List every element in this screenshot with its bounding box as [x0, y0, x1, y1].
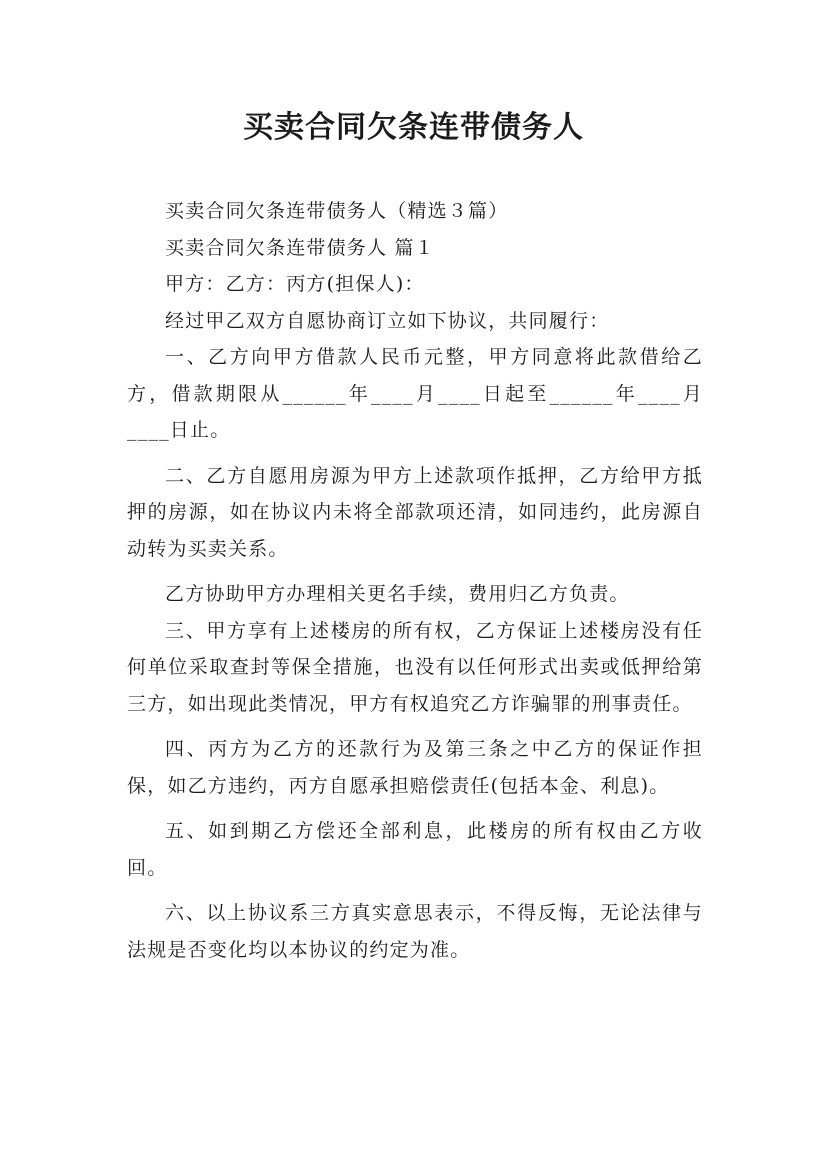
paragraph-intro: 经过甲乙双方自愿协商订立如下协议，共同履行：: [165, 309, 610, 332]
paragraph-clause-6: 六、以上协议系三方真实意思表示，不得反悔，无论法律与法规是否变化均以本协议的约定为准。: [127, 902, 703, 961]
paragraph-clause-4: 四、丙方为乙方的还款行为及第三条之中乙方的保证作担保，如乙方违约，丙方自愿承担赔偿责任(包括本金、利息)。: [127, 738, 703, 797]
document-title: 买卖合同欠条连带债务人: [243, 110, 584, 145]
paragraph-parties: 甲方：乙方：丙方(担保人)：: [165, 273, 425, 295]
document-body: [127, 193, 703, 968]
paragraph-section-heading: 买卖合同欠条连带债务人 篇１: [165, 236, 435, 259]
paragraph-assist: 乙方协助甲方办理相关更名手续，费用归乙方负责。: [165, 583, 630, 605]
paragraph-subtitle: 买卖合同欠条连带债务人（精选３篇）: [165, 200, 509, 222]
paragraph-clause-3: 三、甲方享有上述楼房的所有权，乙方保证上述楼房没有任何单位采取查封等保全措施，也没有以任何形式出卖或低押给第三方，如出现此类情况，甲方有权追究乙方诈骗罪的刑事责任。: [127, 619, 703, 715]
paragraph-clause-2: 二、乙方自愿用房源为甲方上述款项作抵押，乙方给甲方抵押的房源，如在协议内未将全部款项还清，如同违约，此房源自动转为买卖关系。: [127, 464, 703, 560]
paragraph-clause-5: 五、如到期乙方偿还全部利息，此楼房的所有权由乙方收回。: [127, 820, 703, 879]
paragraph-clause-1: 一、乙方向甲方借款人民币元整，甲方同意将此款借给乙方，借款期限从______年____月____日起至______年____月____日止。: [127, 346, 703, 441]
